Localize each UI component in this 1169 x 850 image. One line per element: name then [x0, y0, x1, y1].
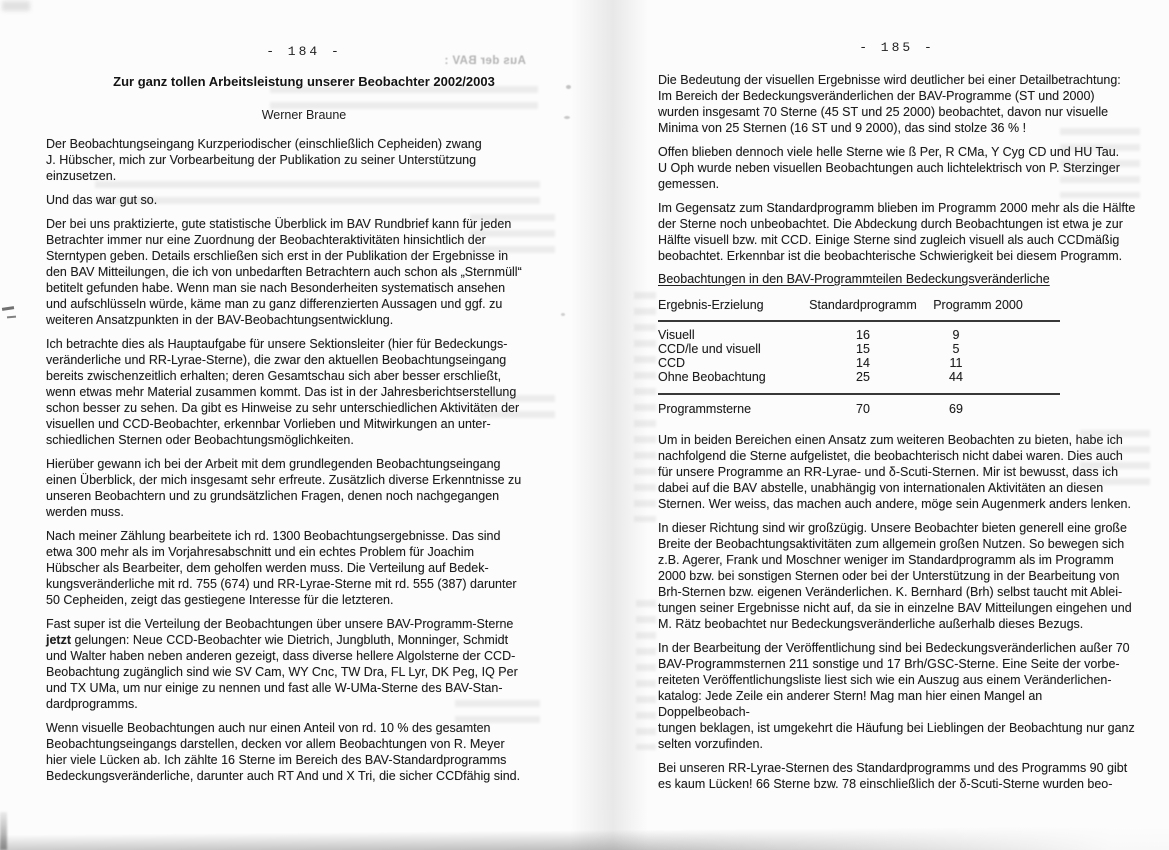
scan-speck	[566, 85, 571, 89]
column-header-ergebnis: Ergebnis-Erzielung	[658, 298, 764, 312]
row-label: Programmsterne	[658, 402, 752, 416]
margin-mark	[7, 316, 16, 319]
table-rule-bottom	[658, 393, 1060, 395]
scan-speck	[564, 116, 570, 119]
paragraph-gut-so: Und das war gut so.	[46, 193, 158, 207]
cell-p2000: 44	[949, 370, 963, 384]
paragraph-richtung: In dieser Richtung sind wir großzügig. Unsere Beobachter bieten generell eine große Breite der Beobachtungsaktivitäten zum allgemein großen Nutzen. So bewegen sich z.B. Agerer, Frank und Moschner weniger im Standardprogramm als im Programm 2000 bzw. bei sonstigen Sternen oder bei der Unterstützung in der Bearbeitung von Brh-Sternen bzw. eigenen Veränderlichen. K. Bernhard (Brh) selbst taucht mit Ablei- tungen seiner Ergebnisse nicht auf, da sie in einzelne BAV Mitteilungen eingehen und M. Rätz beobachtet nur Bedeckungsveränderliche außerhalb dieses Bezugs.	[658, 521, 1132, 631]
cell-standard: 16	[856, 328, 870, 342]
cell-standard: 15	[856, 342, 870, 356]
row-label: CCD/le und visuell	[658, 342, 761, 356]
paragraph-bedeutung: Die Bedeutung der visuellen Ergebnisse wird deutlicher bei einer Detailbetrachtung: Im Bereich der Bedeckungsveränderlichen der BAV-Programme (ST und 2000) wurden insgesamt 70 Sterne (45 ST und 25 2000) beobachtet, davon nur visuelle Minima von 25 Sternen (16 ST und 9 2000), das sind stolze 36 % !	[658, 73, 1121, 135]
cell-p2000: 5	[952, 342, 960, 356]
table-heading: Beobachtungen in den BAV-Programmteilen Bedeckungsveränderliche	[658, 272, 1050, 286]
page-number-right: - 185 -	[859, 40, 935, 55]
paragraph-ansatz: Um in beiden Bereichen einen Ansatz zum weiteren Beobachten zu bieten, habe ich nachfolgend die Sterne aufgelistet, die beobachterisch nicht dabei waren. Dies auch für unsere Programme an RR-Lyrae- und δ-Scuti-Sternen. Mir ist bewusst, dass ich dabei auf die BAV abstelle, unabhängig von internationalen Aktivitäten an diesen Sternen. Wer weiss, das machen auch andere, möge sein Augenmerk anders lenken.	[658, 433, 1131, 511]
page-number-left: - 184 -	[266, 44, 342, 59]
page-184	[46, 44, 562, 792]
paragraph-zaehlung: Nach meiner Zählung bearbeitete ich rd. 1300 Beobachtungsergebnisse. Das sind etwa 300 mehr als im Vorjahresabschnitt und ein echtes Problem für Joachim Hübscher als Bearbeiter, dem geholfen werden muss. Die Verteilung auf Bedek- kungsveränderliche mit rd. 755 (674) und RR-Lyrae-Sterne mit rd. 555 (387) darunter 50 Cepheiden, zeigt das gestiegene Interesse für die letzteren.	[46, 529, 517, 607]
cell-standard: 25	[856, 370, 870, 384]
article-title: Zur ganz tollen Arbeitsleistung unserer Beobachter 2002/2003	[113, 74, 495, 89]
row-label: Visuell	[658, 328, 695, 342]
bleedthrough-mirrored-text: Aus der BAV :	[444, 55, 526, 67]
paragraph-intro: Der Beobachtungseingang Kurzperiodischer (einschließlich Cepheiden) zwang J. Hübscher, mich zur Vorbearbeitung der Publikation zu seiner Unterstützung einzusetzen.	[46, 137, 482, 183]
paragraph-hierueber: Hierüber gewann ich bei der Arbeit mit dem grundlegenden Beobachtungseingang einen Überblick, der mich insgesamt sehr erfreute. Zusätzlich diverse Erkenntnisse zu unseren Beobachtern und zu grundsätzlichen Fragen, denen noch nachgegangen werden muss.	[46, 457, 522, 519]
paragraph-gegensatz: Im Gegensatz zum Standardprogramm blieben im Programm 2000 mehr als die Hälfte der Sterne noch unbeobachtet. Die Abdeckung durch Beobachtungen ist etwa je zur Hälfte visuell bzw. mit CCD. Einige Sterne sind zugleich visuell als auch CCDmäßig beobachtet. Erkennbar ist die beobachterische Schwierigkeit bei diesem Programm.	[658, 201, 1136, 263]
cell-standard: 70	[856, 402, 870, 416]
row-label: CCD	[658, 356, 686, 370]
table-footer-row	[658, 401, 1060, 417]
margin-mark	[2, 306, 14, 310]
cell-standard: 14	[856, 356, 870, 370]
cell-p2000: 69	[949, 402, 963, 416]
table-rule-top	[658, 320, 1060, 322]
top-edge-speck	[2, 1, 30, 11]
emphasis-line1: Fast super ist die Verteilung der Beobachtungen über unsere BAV-Programm-Sterne	[46, 617, 514, 631]
table-row-ccd	[658, 356, 1060, 370]
bottom-shadow-fade	[0, 810, 1169, 850]
paragraph-bearbeitung: In der Bearbeitung der Veröffentlichung sind bei Bedeckungsveränderlichen außer 70 BAV-Programmsternen 211 sonstige und 17 Brh/GSC-Sterne. Eine Seite der vorbe- reiteten Veröffentlichungsliste liest sich wie ein Auszug aus einem Veränderlichen- katalog: Jede Zeile ein anderer Stern! Mag man hier einen Mangel an Doppelbeobach- tungen beklagen, ist umgekehrt die Häufung bei Lieblingen der Beobachtung nur ganz selten vorzufinden.	[658, 641, 1135, 751]
row-label: Ohne Beobachtung	[658, 370, 766, 384]
paragraph-programm-sterne	[46, 616, 562, 712]
scan-speck	[561, 313, 565, 316]
table-header-row	[658, 297, 1060, 313]
page-185	[658, 40, 1136, 800]
bold-word-jetzt: jetzt	[46, 633, 71, 647]
paragraph-rr-lyrae: Bei unseren RR-Lyrae-Sternen des Standardprogramms und des Programms 90 gibt es kaum Lücken! 66 Sterne bzw. 78 einschließlich der δ-Scuti-Sterne wurden beo-	[658, 761, 1128, 791]
paragraph-ueberblick: Der bei uns praktizierte, gute statistische Überblick im BAV Rundbrief kann für jeden Betrachter immer nur eine Zuordnung der Beobachteraktivitäten hinsichtlich der Sterntypen geben. Details erschließen sich erst in der Publikation der Ergebnisse in den BAV Mitteilungen, die ich von unbedarften Betrachtern auch schon als „Sternmüll“ betitelt gefunden habe. Wenn man sie nach Besonderheiten systematisch ansehen und aufschlüsseln würde, käme man zu ganz differenzierten Aussagen und ggf. zu weiteren Ansatzpunkten in der BAV-Beobachtungsentwicklung.	[46, 217, 522, 327]
bleedthrough-patch	[636, 600, 656, 750]
bleedthrough-patch	[634, 292, 656, 522]
cell-p2000: 11	[949, 356, 963, 370]
observations-table	[658, 297, 1060, 417]
paragraph-hauptaufgabe: Ich betrachte dies als Hauptaufgabe für unsere Sektionsleiter (hier für Bedeckungs- veränderliche und RR-Lyrae-Sterne), die zwar den aktuellen Beobachtungseingang bereits zwischenzeitlich erhalten; deren Gesamtschau sich aber besser erschließt, wenn etwas mehr Material zusammen kommt. Das ist in der Jahresberichtserstellung schon besser zu sehen. Da gibt es Hinweise zu sehr unterschiedlichen Aktivitäten der visuellen und CCD-Beobachter, erkennbar Vorlieben und Mitwirkungen an unter- schiedlichen Sternen oder Beobachtungsmöglichkeiten.	[46, 337, 520, 447]
paragraph-visuelle: Wenn visuelle Beobachtungen auch nur einen Anteil von rd. 10 % des gesamten Beobachtungseingangs darstellen, decken vor allem Beobachtungen von R. Meyer hier viele Lücken ab. Ich zählte 16 Sterne im Bereich des BAV-Standardprogramms Bedeckungsveränderliche, darunter auch RT And und X Tri, die sicher CCDfähig sind.	[46, 721, 521, 783]
cell-p2000: 9	[952, 328, 960, 342]
column-header-programm-2000: Programm 2000	[933, 298, 1023, 312]
table-row-ccd-visuell	[658, 342, 1060, 356]
column-header-standardprogramm: Standardprogramm	[809, 298, 917, 312]
article-author: Werner Braune	[261, 108, 347, 122]
emphasis-rest: gelungen: Neue CCD-Beobachter wie Dietrich, Jungbluth, Monninger, Schmidt und Walter haben neben anderen gezeigt, dass diverse hellere Algolsterne der CCD- Beobachtung zugänglich sind wie SV Cam, WY Cnc, TW Dra, FL Lyr, DK Peg, IQ Per und TX UMa, um nur einige zu nennen und fast alle W-UMa-Sterne des BAV-Stan- dardprogramms.	[46, 633, 518, 711]
table-row-visuell	[658, 328, 1060, 342]
table-row-ohne-beobachtung	[658, 370, 1060, 384]
paragraph-offen: Offen blieben dennoch viele helle Sterne wie ß Per, R CMa, Y Cyg CD und HU Tau. U Oph wurde neben visuellen Beobachtungen auch lichtelektrisch von P. Sterzinger gemessen.	[658, 145, 1120, 191]
